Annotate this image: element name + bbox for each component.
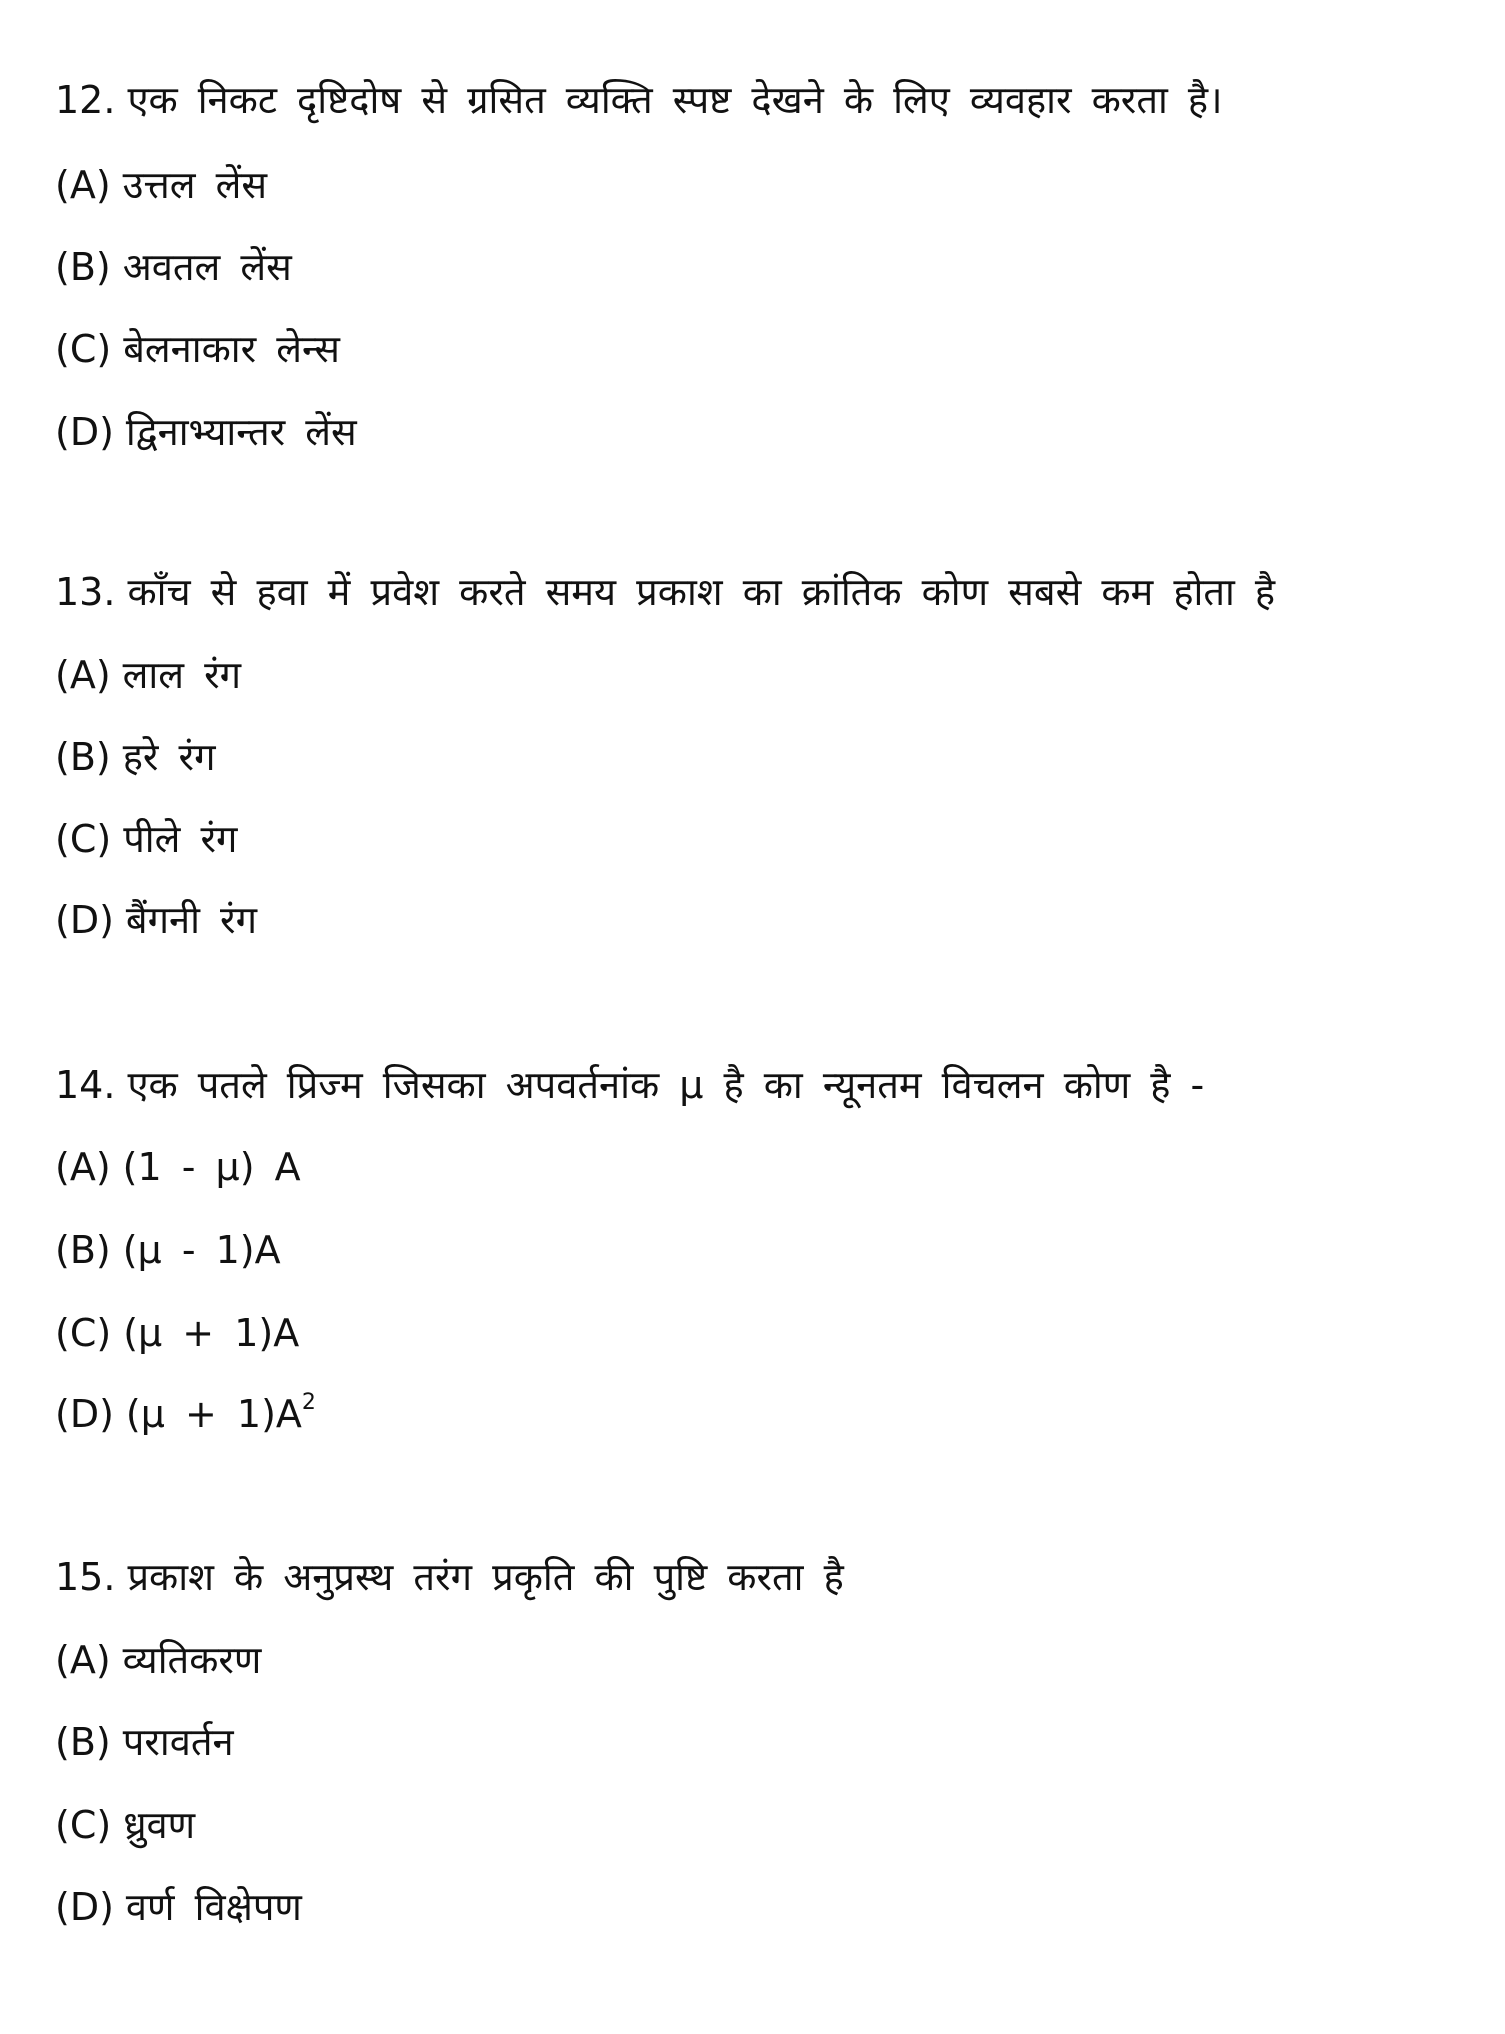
option-label: (C)	[55, 1311, 112, 1355]
option-text: द्विनाभ्यान्तर लेंस	[125, 410, 357, 454]
option-label: (A)	[55, 1145, 111, 1189]
option-13-b	[55, 727, 215, 787]
option-superscript: 2	[301, 1390, 316, 1415]
option-label: (D)	[55, 1885, 114, 1929]
option-15-d	[55, 1877, 302, 1937]
option-13-d	[55, 890, 257, 950]
option-text: हरे रंग	[122, 735, 216, 779]
option-text: अवतल लेंस	[122, 245, 292, 289]
option-label: (A)	[55, 163, 111, 207]
option-label: (B)	[55, 1228, 111, 1272]
option-label: (A)	[55, 1638, 111, 1682]
option-text: ध्रुवण	[123, 1803, 196, 1847]
option-label: (C)	[55, 1803, 112, 1847]
option-text: परावर्तन	[122, 1720, 234, 1764]
question-number: 12.	[55, 78, 116, 122]
question-text: एक पतले प्रिज्म जिसका अपवर्तनांक μ है का न्यूनतम विचलन कोण है -	[127, 1063, 1205, 1107]
option-text: लाल रंग	[122, 653, 242, 697]
option-15-b	[55, 1712, 234, 1772]
question-text: काँच से हवा में प्रवेश करते समय प्रकाश का क्रांतिक कोण सबसे कम होता है	[127, 570, 1276, 614]
option-13-a	[55, 645, 241, 705]
option-15-a	[55, 1630, 261, 1690]
option-label: (B)	[55, 245, 111, 289]
option-12-d	[55, 402, 357, 462]
option-12-b	[55, 237, 292, 297]
option-text: (1 - μ) A	[122, 1145, 301, 1189]
option-text: (μ - 1)A	[122, 1228, 281, 1272]
question-13	[55, 562, 1275, 622]
option-text: बेलनाकार लेन्स	[123, 327, 340, 371]
option-label: (D)	[55, 1392, 114, 1436]
option-label: (B)	[55, 735, 111, 779]
question-number: 15.	[55, 1555, 116, 1599]
option-12-a	[55, 155, 267, 215]
question-12	[55, 70, 1223, 130]
option-label: (D)	[55, 898, 114, 942]
option-text: (μ + 1)A	[123, 1311, 300, 1355]
option-12-c	[55, 319, 340, 379]
question-14	[55, 1055, 1204, 1115]
option-text: व्यतिकरण	[122, 1638, 262, 1682]
option-text: बैंगनी रंग	[125, 898, 257, 942]
option-14-b	[55, 1220, 281, 1280]
option-13-c	[55, 809, 237, 869]
option-label: (C)	[55, 817, 112, 861]
question-number: 14.	[55, 1063, 116, 1107]
option-label: (C)	[55, 327, 112, 371]
question-text: एक निकट दृष्टिदोष से ग्रसित व्यक्ति स्पष्ट देखने के लिए व्यवहार करता है।	[127, 78, 1223, 122]
option-label: (B)	[55, 1720, 111, 1764]
option-label: (A)	[55, 653, 111, 697]
option-text: (μ + 1)A	[125, 1392, 302, 1436]
question-text: प्रकाश के अनुप्रस्थ तरंग प्रकृति की पुष्टि करता है	[127, 1555, 844, 1599]
option-14-a	[55, 1137, 301, 1197]
option-text: उत्तल लेंस	[122, 163, 268, 207]
option-label: (D)	[55, 410, 114, 454]
question-15	[55, 1547, 844, 1607]
question-number: 13.	[55, 570, 116, 614]
option-text: पीले रंग	[123, 817, 238, 861]
option-14-c	[55, 1303, 299, 1363]
option-15-c	[55, 1795, 195, 1855]
option-14-d	[55, 1384, 316, 1444]
option-text: वर्ण विक्षेपण	[125, 1885, 302, 1929]
